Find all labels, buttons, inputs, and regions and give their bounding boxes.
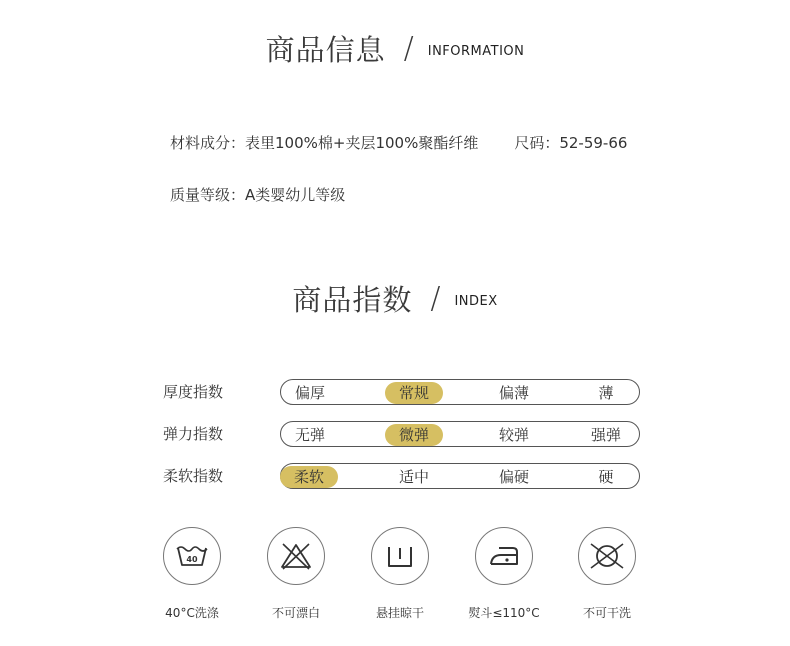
care-label-wash: 40°C洗涤 <box>165 606 219 620</box>
index-title-en: INDEX <box>454 294 498 309</box>
thickness-option: 偏薄 <box>498 384 529 402</box>
care-label-no-dry-clean: 不可干洗 <box>582 606 631 620</box>
information-heading <box>0 28 790 69</box>
thickness-scale <box>280 379 640 405</box>
softness-index-row <box>163 463 643 489</box>
elasticity-option: 微弹 <box>385 424 443 446</box>
no-dry-clean-icon <box>578 527 636 585</box>
care-item-wash <box>152 527 232 621</box>
index-heading <box>0 278 790 319</box>
care-item-hang-dry <box>360 527 440 621</box>
softness-option: 适中 <box>398 468 429 486</box>
grade-text: 质量等级：A类婴幼儿等级 <box>170 186 346 204</box>
care-label-hang-dry: 悬挂晾干 <box>375 606 424 620</box>
thickness-option: 薄 <box>598 384 614 402</box>
thickness-option: 偏厚 <box>294 384 325 402</box>
care-label-iron: 熨斗≤110°C <box>468 606 540 620</box>
care-item-iron <box>464 527 544 621</box>
material-text: 材料成分：表里100%棉+夹层100%聚酯纤维 <box>170 134 479 152</box>
wash-temperature: 40 <box>186 555 198 564</box>
softness-option: 硬 <box>598 468 614 486</box>
elasticity-option: 强弹 <box>590 426 621 444</box>
care-item-no-dry-clean <box>567 527 647 621</box>
elasticity-option: 无弹 <box>294 426 325 444</box>
softness-scale <box>280 463 640 489</box>
iron-icon <box>475 527 533 585</box>
grade-line <box>170 184 345 205</box>
thickness-option: 常规 <box>385 382 443 404</box>
heading-slash: / <box>403 31 414 66</box>
thickness-index-label: 厚度指数 <box>163 383 224 401</box>
softness-index-label: 柔软指数 <box>163 467 224 485</box>
heading-slash: / <box>430 281 441 316</box>
index-title-cn: 商品指数 <box>292 283 413 317</box>
elasticity-index-row <box>163 421 643 447</box>
elasticity-scale <box>280 421 640 447</box>
softness-option: 偏硬 <box>498 468 529 486</box>
information-title-en: INFORMATION <box>427 44 525 59</box>
elasticity-option: 较弹 <box>498 426 529 444</box>
material-line <box>170 132 627 153</box>
softness-option: 柔软 <box>280 466 338 488</box>
elasticity-index-label: 弹力指数 <box>163 425 224 443</box>
wash-40-icon <box>163 527 221 585</box>
size-text: 尺码：52-59-66 <box>514 134 628 152</box>
information-title-cn: 商品信息 <box>265 33 386 67</box>
no-bleach-icon <box>267 527 325 585</box>
hang-dry-icon <box>371 527 429 585</box>
thickness-index-row <box>163 379 643 405</box>
care-label-no-bleach: 不可漂白 <box>271 606 320 620</box>
care-item-no-bleach <box>256 527 336 621</box>
